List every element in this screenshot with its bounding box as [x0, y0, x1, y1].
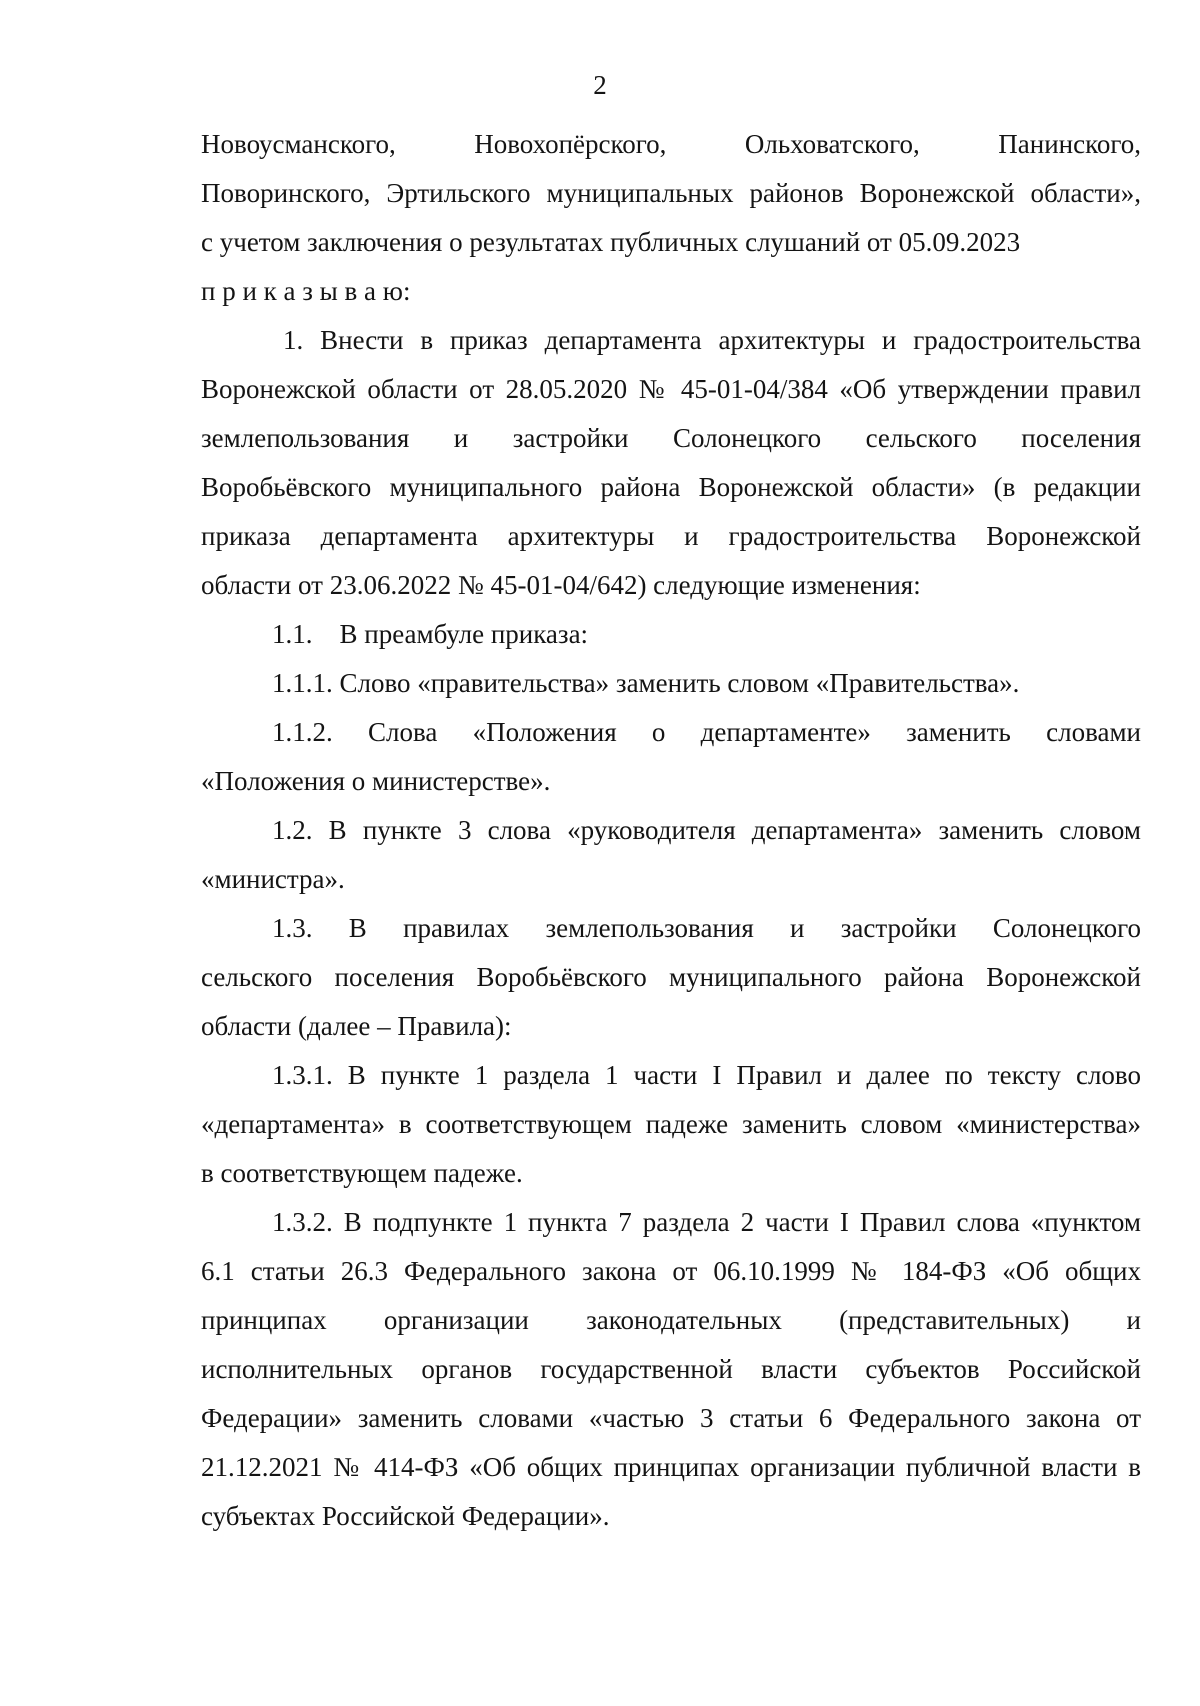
item-1-1-2-line-1: 1.1.2. Слова «Положения о департаменте» заменить словами — [272, 717, 1141, 747]
item-1-3-1-line-3: в соответствующем падеже. — [201, 1158, 523, 1188]
item-1-2-line-1: 1.2. В пункте 3 слова «руководителя департамента» заменить словом — [272, 815, 1141, 845]
item-1-3-1-line-1: 1.3.1. В пункте 1 раздела 1 части I Правил и далее по тексту слово — [272, 1060, 1141, 1090]
item-1-3-2-line-4: исполнительных органов государственной власти субъектов Российской — [201, 1354, 1141, 1384]
item-1-1-line-1: 1.1. В преамбуле приказа: — [272, 619, 589, 649]
item-1-line-3: землепользования и застройки Солонецкого сельского поселения — [201, 423, 1141, 453]
item-1-line-2: Воронежской области от 28.05.2020 № 45-01-04/384 «Об утверждении правил — [201, 374, 1141, 404]
item-1-2-paragraph — [201, 806, 1141, 904]
item-1-3-paragraph — [201, 904, 1141, 1051]
intro-line-1: Новоусманского, Новохопёрского, Ольховатского, Панинского, — [201, 129, 1141, 159]
item-1-3-2-line-5: Федерации» заменить словами «частью 3 статьи 6 Федерального закона от — [201, 1403, 1141, 1433]
item-1-3-1-line-2: «департамента» в соответствующем падеже заменить словом «министерства» — [201, 1109, 1141, 1139]
item-1-2-line-2: «министра». — [201, 864, 345, 894]
item-1-1-paragraph — [201, 610, 1141, 659]
item-1-1-2-paragraph — [201, 708, 1141, 806]
item-1-1-2-line-2: «Положения о министерстве». — [201, 766, 551, 796]
item-1-1-1-paragraph — [201, 659, 1141, 708]
page-number: 2 — [593, 70, 607, 100]
intro-line-3: с учетом заключения о результатах публичных слушаний от 05.09.2023 — [201, 227, 1021, 257]
item-1-3-line-3: области (далее – Правила): — [201, 1011, 512, 1041]
item-1-1-1-line-1: 1.1.1. Слово «правительства» заменить словом «Правительства». — [272, 668, 1020, 698]
item-1-3-2-line-3: принципах организации законодательных (представительных) и — [201, 1305, 1141, 1335]
item-1-line-5: приказа департамента архитектуры и градостроительства Воронежской — [201, 521, 1141, 551]
item-1-line-6: области от 23.06.2022 № 45-01-04/642) следующие изменения: — [201, 570, 921, 600]
item-1-3-1-paragraph — [201, 1051, 1141, 1198]
document-body — [201, 120, 1141, 1541]
item-1-3-line-2: сельского поселения Воробьёвского муниципального района Воронежской — [201, 962, 1141, 992]
item-1-line-1: 1. Внести в приказ департамента архитектуры и градостроительства — [283, 325, 1141, 355]
item-1-3-line-1: 1.3. В правилах землепользования и застройки Солонецкого — [272, 913, 1141, 943]
item-1-paragraph — [201, 316, 1141, 610]
order-word: п р и к а з ы в а ю: — [201, 276, 411, 306]
item-1-3-2-line-6: 21.12.2021 № 414-ФЗ «Об общих принципах организации публичной власти в — [201, 1452, 1141, 1482]
intro-paragraph — [201, 120, 1141, 316]
item-1-3-2-line-1: 1.3.2. В подпункте 1 пункта 7 раздела 2 части I Правил слова «пунктом — [272, 1207, 1141, 1237]
intro-line-2: Поворинского, Эртильского муниципальных районов Воронежской области», — [201, 178, 1141, 208]
item-1-3-2-paragraph — [201, 1198, 1141, 1541]
item-1-line-4: Воробьёвского муниципального района Воронежской области» (в редакции — [201, 472, 1141, 502]
item-1-3-2-line-7: субъектах Российской Федерации». — [201, 1501, 610, 1531]
item-1-3-2-line-2: 6.1 статьи 26.3 Федерального закона от 06.10.1999 № 184-ФЗ «Об общих — [201, 1256, 1141, 1286]
